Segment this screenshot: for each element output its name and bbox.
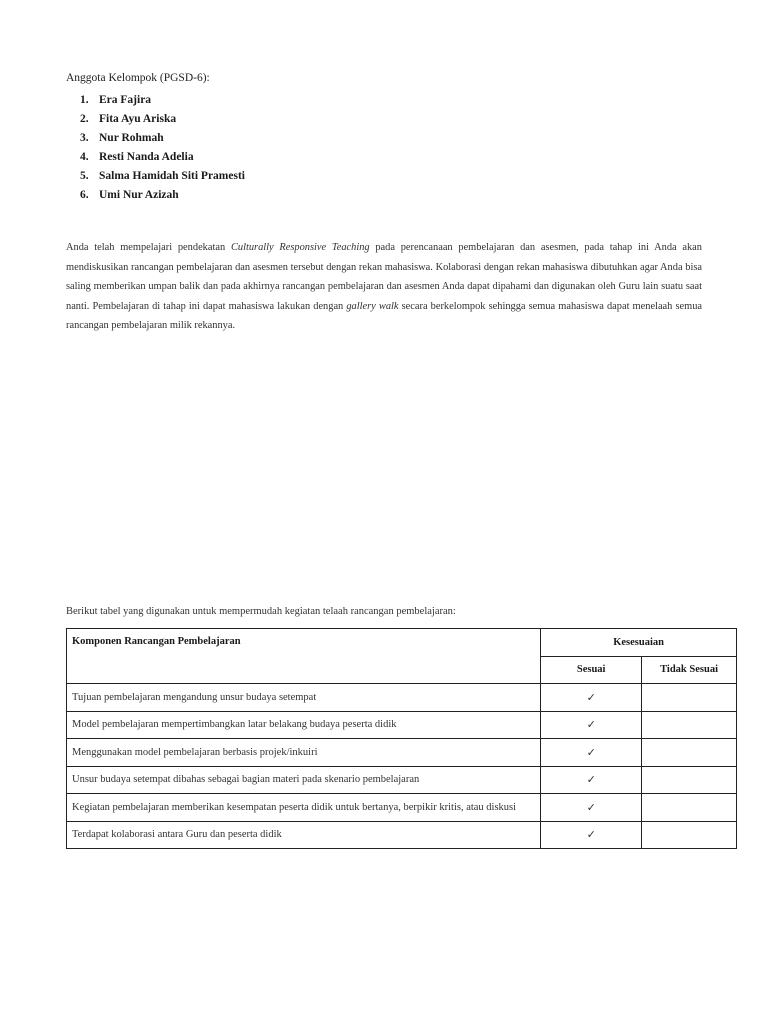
member-name: Resti Nanda Adelia: [99, 151, 194, 163]
emphasis-text: Culturally Responsive Teaching: [230, 242, 370, 253]
table-row: [67, 766, 737, 794]
table-row: [67, 711, 737, 739]
check-icon: ✓: [541, 821, 642, 849]
check-icon: ✓: [541, 684, 642, 712]
check-icon: ✓: [541, 794, 642, 822]
header-component: Komponen Rancangan Pembelajaran: [67, 629, 541, 684]
list-item: 6. Umi Nur Azizah: [80, 186, 245, 205]
member-name: Nur Rohmah: [99, 132, 164, 144]
table-row: [67, 684, 737, 712]
list-item: 3. Nur Rohmah: [80, 129, 245, 148]
row-no-cell: [642, 684, 737, 712]
group-title: Anggota Kelompok (PGSD-6):: [66, 72, 210, 84]
row-no-cell: [642, 711, 737, 739]
member-list: [80, 91, 245, 205]
table-header-row: [67, 629, 737, 657]
header-fit: Kesesuaian: [541, 629, 737, 657]
row-no-cell: [642, 766, 737, 794]
member-name: Era Fajira: [99, 94, 152, 106]
row-component: Kegiatan pembelajaran memberikan kesempatan peserta didik untuk bertanya, berpikir kritis, atau diskusi: [67, 794, 541, 822]
row-no-cell: [642, 821, 737, 849]
emphasis-text: gallery walk: [346, 300, 399, 312]
row-no-cell: [642, 794, 737, 822]
list-item: 1. Era Fajira: [80, 91, 245, 110]
header-no: Tidak Sesuai: [642, 656, 737, 684]
check-icon: ✓: [541, 711, 642, 739]
member-name: Umi Nur Azizah: [99, 189, 179, 201]
check-icon: ✓: [541, 766, 642, 794]
row-component: Unsur budaya setempat dibahas sebagai bagian materi pada skenario pembelajaran: [67, 766, 541, 794]
header-yes: Sesuai: [541, 656, 642, 684]
row-no-cell: [642, 739, 737, 767]
row-component: Menggunakan model pembelajaran berbasis projek/inkuiri: [67, 739, 541, 767]
member-name: Fita Ayu Ariska: [99, 113, 177, 125]
review-table: [66, 628, 737, 849]
table-row: [67, 739, 737, 767]
table-row: [67, 794, 737, 822]
check-icon: ✓: [541, 739, 642, 767]
row-component: Tujuan pembelajaran mengandung unsur budaya setempat: [67, 684, 541, 712]
row-component: Model pembelajaran mempertimbangkan latar belakang budaya peserta didik: [67, 711, 541, 739]
row-component: Terdapat kolaborasi antara Guru dan peserta didik: [67, 821, 541, 849]
table-row: [67, 821, 737, 849]
intro-paragraph: Anda telah mempelajari pendekatan Culturally Responsive Teaching pada perencanaan pembelajaran dan asesmen, pada tahap ini Anda akan mendiskusikan rancangan pembelajaran dan asesmen tersebut dengan rekan mahasiswa. Kolaborasi dengan rekan mahasiswa dibutuhkan agar Anda bisa saling memberikan umpan balik dan pada akhirnya rancangan pembelajaran dan asesmen Anda dapat dipahami dan digunakan oleh Guru lain suatu saat nanti. Pembelajaran di tahap ini dapat mahasiswa lakukan dengan gallery walk secara berkelompok sehingga semua mahasiswa dapat menelaah semua rancangan pembelajaran milik rekannya.: [66, 242, 703, 331]
table-caption: Berikut tabel yang digunakan untuk mempermudah kegiatan telaah rancangan pembelajaran:: [66, 606, 456, 617]
list-item: 4. Resti Nanda Adelia: [80, 148, 245, 167]
list-item: 5. Salma Hamidah Siti Pramesti: [80, 167, 245, 186]
list-item: 2. Fita Ayu Ariska: [80, 110, 245, 129]
member-name: Salma Hamidah Siti Pramesti: [99, 170, 245, 182]
